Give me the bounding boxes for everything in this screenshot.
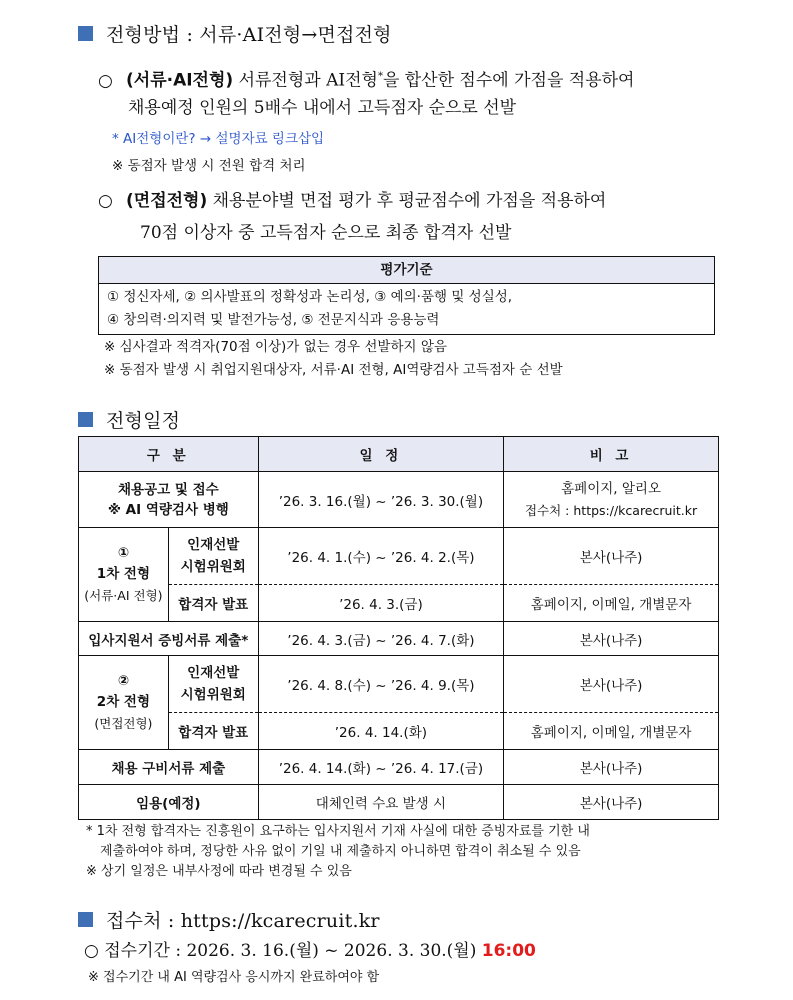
criteria-line-2: ④ 창의력·의지력 및 발전가능성, ⑤ 전문지식과 응용능력 [107,312,440,328]
footnote-3: ※ 상기 일정은 내부사정에 따라 변경될 수 있음 [86,864,352,879]
criteria-line-1: ① 정신자세, ② 의사발표의 정확성과 논리성, ③ 예의·품행 및 성실성, [107,289,513,305]
ai-explain-link[interactable]: * AI전형이란? → 설명자료 링크삽입 [112,131,325,147]
section-title-apply[interactable]: 접수처 : https://kcarecruit.kr [106,909,380,932]
table-header-row [79,437,719,472]
section-schedule-header [78,404,180,434]
doc-ai-line2: 채용예정 인원의 5배수 내에서 고득점자 순으로 선발 [128,98,517,118]
interview-line2: 70점 이상자 중 고득점자 순으로 최종 합격자 선발 [140,223,512,243]
label-interview: (면접전형) [126,191,208,211]
table-row: 입사지원서 증빙서류 제출* ’26. 4. 3.(금) ~ ’26. 4. 7.(화) 본사(나주) [79,622,719,656]
section-square-icon [78,912,93,927]
footnote-2: 제출하여야 하며, 정당한 사유 없이 기일 내 제출하지 아니하면 합격이 취소될 수 있음 [100,844,581,859]
label-doc-ai: (서류·AI전형) [126,70,234,91]
criteria-box [98,256,715,335]
apply-note: ※ 접수기간 내 AI 역량검사 응시까지 완료하여야 함 [88,970,380,985]
table-row: 합격자 발표 ’26. 4. 14.(화) 홈페이지, 이메일, 개별문자 [79,713,719,750]
schedule-table [78,436,719,820]
table-row: 합격자 발표 ’26. 4. 3.(금) 홈페이지, 이메일, 개별문자 [79,585,719,622]
bullet-interview: ○ (면접전형) 채용분야별 면접 평가 후 평균점수에 가점을 적용하여 [98,191,607,211]
note-qualified: ※ 심사결과 적격자(70점 이상)가 없는 경우 선발하지 않음 [104,339,447,355]
table-row: ① 1차 전형 (서류·AI 전형) 인재선발 시험위원회 ’26. 4. 1.(수) ~ ’26. 4. 2.(목) 본사(나주) [79,528,719,585]
section-apply-header [78,904,380,934]
table-row: 채용 구비서류 제출 ’26. 4. 14.(화) ~ ’26. 4. 17.(금) 본사(나주) [79,750,719,785]
table-row: 임용(예정) 대체인력 수요 발생 시 본사(나주) [79,785,719,820]
section-title-method: 전형방법 : 서류·AI전형→면접전형 [106,23,392,46]
section-square-icon [78,412,93,427]
criteria-title: 평가기준 [99,257,714,284]
section-title-schedule: 전형일정 [106,409,181,432]
apply-period: ○ 접수기간 : 2026. 3. 16.(월) ~ 2026. 3. 30.(월) 16:00 [84,941,536,961]
note-tie-order: ※ 동점자 발생 시 취업지원대상자, 서류·AI 전형, AI역량검사 고득점자 순 선발 [104,362,563,378]
table-row: 채용공고 및 접수 ※ AI 역량검사 병행 ’26. 3. 16.(월) ~ ’26. 3. 30.(월) 홈페이지, 알리오 접수처 : https://kcarecruit.kr [79,472,719,528]
header-schedule: 일 정 [258,437,504,472]
apply-deadline-time: 16:00 [481,941,536,961]
header-remarks: 비 고 [504,437,719,472]
table-row: ② 2차 전형 (면접전형) 인재선발 시험위원회 ’26. 4. 8.(수) ~ ’26. 4. 9.(목) 본사(나주) [79,656,719,713]
footnote-1: * 1차 전형 합격자는 진흥원이 요구하는 입사지원서 기재 사실에 대한 증빙자료를 기한 내 [86,824,590,839]
header-category: 구 분 [79,437,259,472]
tie-note-1: ※ 동점자 발생 시 전원 합격 처리 [112,158,306,174]
section-method-header [78,18,392,48]
bullet-doc-ai: ○ (서류·AI전형) 서류전형과 AI전형*을 합산한 점수에 가점을 적용하여 [98,70,635,91]
section-square-icon [78,26,93,41]
